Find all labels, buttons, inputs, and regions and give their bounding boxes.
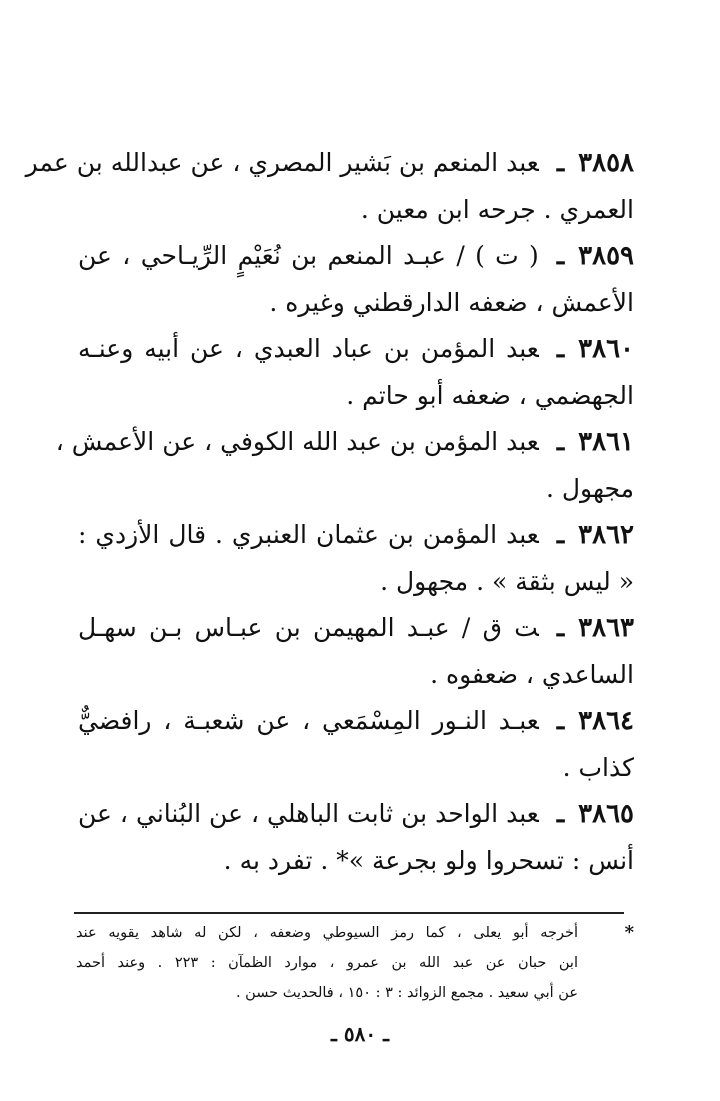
entry-text: عبـد النـور المِسْمَعي ، عن شعبـة ، رافضيٌّ [78, 706, 539, 735]
entry-dash: ـ [556, 799, 565, 828]
entry-text: عبد المؤمن بن عبد الله الكوفي ، عن الأعمش ، [55, 427, 539, 456]
entry-dash: ـ [556, 706, 565, 735]
footnote-divider [74, 912, 624, 914]
entry-number: ٣٨٦٤ [578, 706, 634, 736]
entry-number: ٣٨٦٥ [578, 799, 634, 829]
entry-first-line [25, 140, 634, 187]
entry-second-line: مجهول . [545, 473, 634, 503]
entry-first-line [78, 698, 634, 745]
footnote-line [76, 918, 634, 948]
entry-dash: ـ [556, 613, 565, 642]
entry-3859 [78, 233, 634, 326]
page-number: ـ ٥٨٠ ـ [331, 1022, 389, 1046]
entry-3861 [55, 419, 634, 512]
entry-number: ٣٨٦٣ [578, 613, 634, 643]
entry-number: ٣٨٦٠ [578, 334, 634, 364]
footnote-line: ابن حبان عن عبد الله بن عمرو ، موارد الظمآن : ٢٢٣ . وعند أحمد [76, 955, 578, 971]
entry-second-line: « ليس بثقة » . مجهول . [380, 566, 634, 596]
entry-3865 [78, 791, 634, 884]
entry-first-line [55, 419, 634, 466]
footnote-line-text: أخرجه أبو يعلى ، كما رمز السيوطي وضعفه ، لكن له شاهد يقويه عند [76, 925, 578, 941]
entry-dash: ـ [556, 520, 565, 549]
entry-text: ت ق / عبـد المهيمن بن عبـاس بـن سهـل [78, 613, 539, 642]
footnote [76, 918, 634, 1008]
entry-number: ٣٨٦٢ [578, 520, 634, 550]
entry-3863 [78, 605, 634, 698]
entry-second-line: كذاب . [562, 752, 634, 782]
entry-first-line [78, 791, 634, 838]
entry-first-line [78, 233, 634, 280]
entry-first-line [78, 512, 634, 559]
entry-dash: ـ [556, 148, 565, 177]
entry-3864 [78, 698, 634, 791]
entry-second-line: الجهضمي ، ضعفه أبو حاتم . [346, 380, 634, 410]
entry-dash: ـ [556, 427, 565, 456]
entry-dash: ـ [556, 334, 565, 363]
entry-second-line: أنس : تسحروا ولو بجرعة »* . تفرد به . [223, 845, 634, 875]
entry-second-line: الأعمش ، ضعفه الدارقطني وغيره . [269, 287, 634, 317]
entry-dash: ـ [556, 241, 565, 270]
footnote-marker: * [624, 922, 634, 943]
entry-3860 [78, 326, 634, 419]
entry-text: عبد المؤمن بن عثمان العنبري . قال الأزدي : [78, 520, 539, 549]
entry-3858 [25, 140, 634, 233]
entry-second-line: العمري . جرحه ابن معين . [360, 194, 634, 224]
entry-number: ٣٨٥٩ [578, 241, 634, 271]
entry-text: ( ت ) / عبـد المنعم بن نُعَيْمٍ الرِّيـاحي ، عن [78, 241, 539, 270]
entry-number: ٣٨٦١ [578, 427, 634, 457]
entry-text: عبد الواحد بن ثابت الباهلي ، عن البُناني ، عن [78, 799, 539, 828]
footnote-line: عن أبي سعيد . مجمع الزوائد : ٣ : ١٥٠ ، فالحديث حسن . [235, 985, 578, 1001]
entry-first-line [78, 326, 634, 373]
entry-text: عبد المؤمن بن عباد العبدي ، عن أبيه وعنـه [78, 334, 539, 363]
entry-text: عبد المنعم بن بَشير المصري ، عن عبدالله بن عمر [25, 148, 539, 177]
entry-first-line [78, 605, 634, 652]
entry-3862 [78, 512, 634, 605]
entry-second-line: الساعدي ، ضعفوه . [430, 659, 634, 689]
entries-list [25, 140, 634, 884]
entry-number: ٣٨٥٨ [578, 148, 634, 178]
